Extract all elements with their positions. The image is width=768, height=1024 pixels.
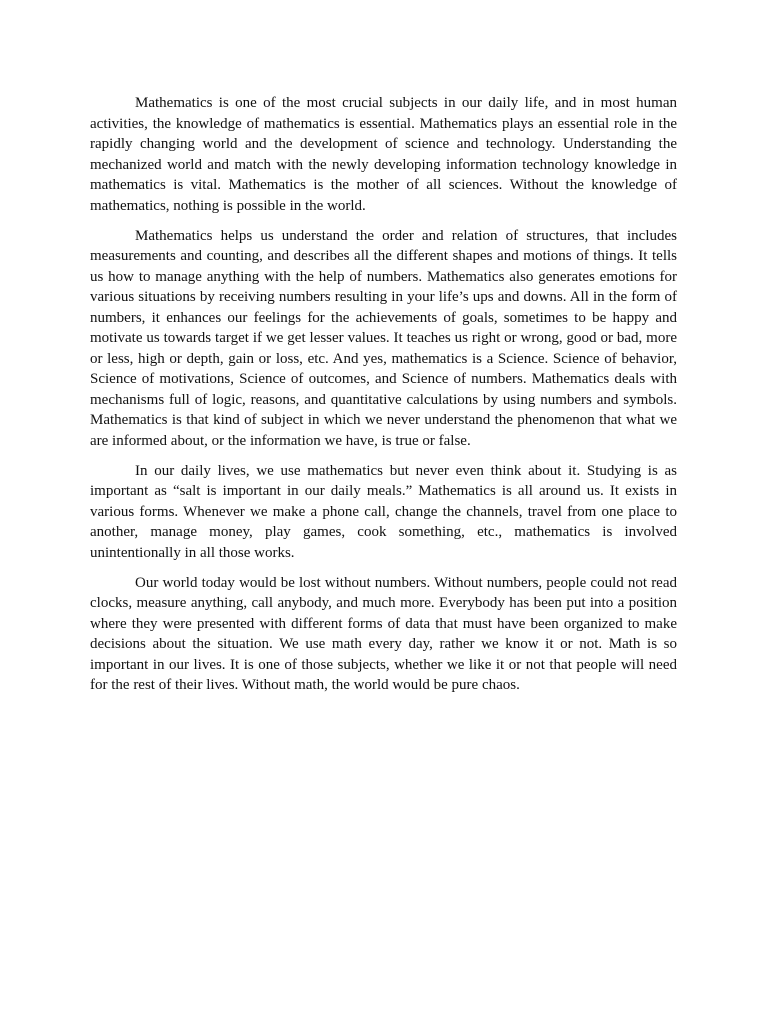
document-body	[90, 93, 677, 705]
paragraph-3: In our daily lives, we use mathematics but never even think about it. Studying is as important as “salt is important in our daily meals.” Mathematics is all around us. It exists in various forms. Whenever we make a phone call, change the channels, travel from one place to another, manage money, play games, cook something, etc., mathematics is involved unintentionally in all those works.	[90, 462, 677, 561]
paragraph-1: Mathematics is one of the most crucial subjects in our daily life, and in most human activities, the knowledge of mathematics is essential. Mathematics plays an essential role in the rapidly changing world and the development of science and technology. Understanding the mechanized world and match with the newly developing information technology knowledge in mathematics is vital. Mathematics is the mother of all sciences. Without the knowledge of mathematics, nothing is possible in the world.	[90, 95, 677, 214]
paragraph-4: Our world today would be lost without numbers. Without numbers, people could not read clocks, measure anything, call anybody, and much more. Everybody has been put into a position where they were presented with different forms of data that must have been organized to make decisions about the situation. We use math every day, rather we know it or not. Math is so important in our lives. It is one of those subjects, whether we like it or not that people will need for the rest of their lives. Without math, the world would be pure chaos.	[90, 574, 677, 693]
paragraph-2: Mathematics helps us understand the order and relation of structures, that includes measurements and counting, and describes all the different shapes and motions of things. It tells us how to manage anything with the help of numbers. Mathematics also generates emotions for various situations by receiving numbers resulting in your life’s ups and downs. All in the form of numbers, it enhances our feelings for the achievements of goals, sometimes to be happy and motivate us towards target if we get lesser values. It teaches us right or wrong, good or bad, more or less, high or depth, gain or loss, etc. And yes, mathematics is a Science. Science of behavior, Science of motivations, Science of outcomes, and Science of numbers. Mathematics deals with mechanisms full of logic, reasons, and quantitative calculations by using numbers and symbols. Mathematics is that kind of subject in which we never understand the phenomenon that what we are informed about, or the information we have, is true or false.	[90, 227, 677, 449]
